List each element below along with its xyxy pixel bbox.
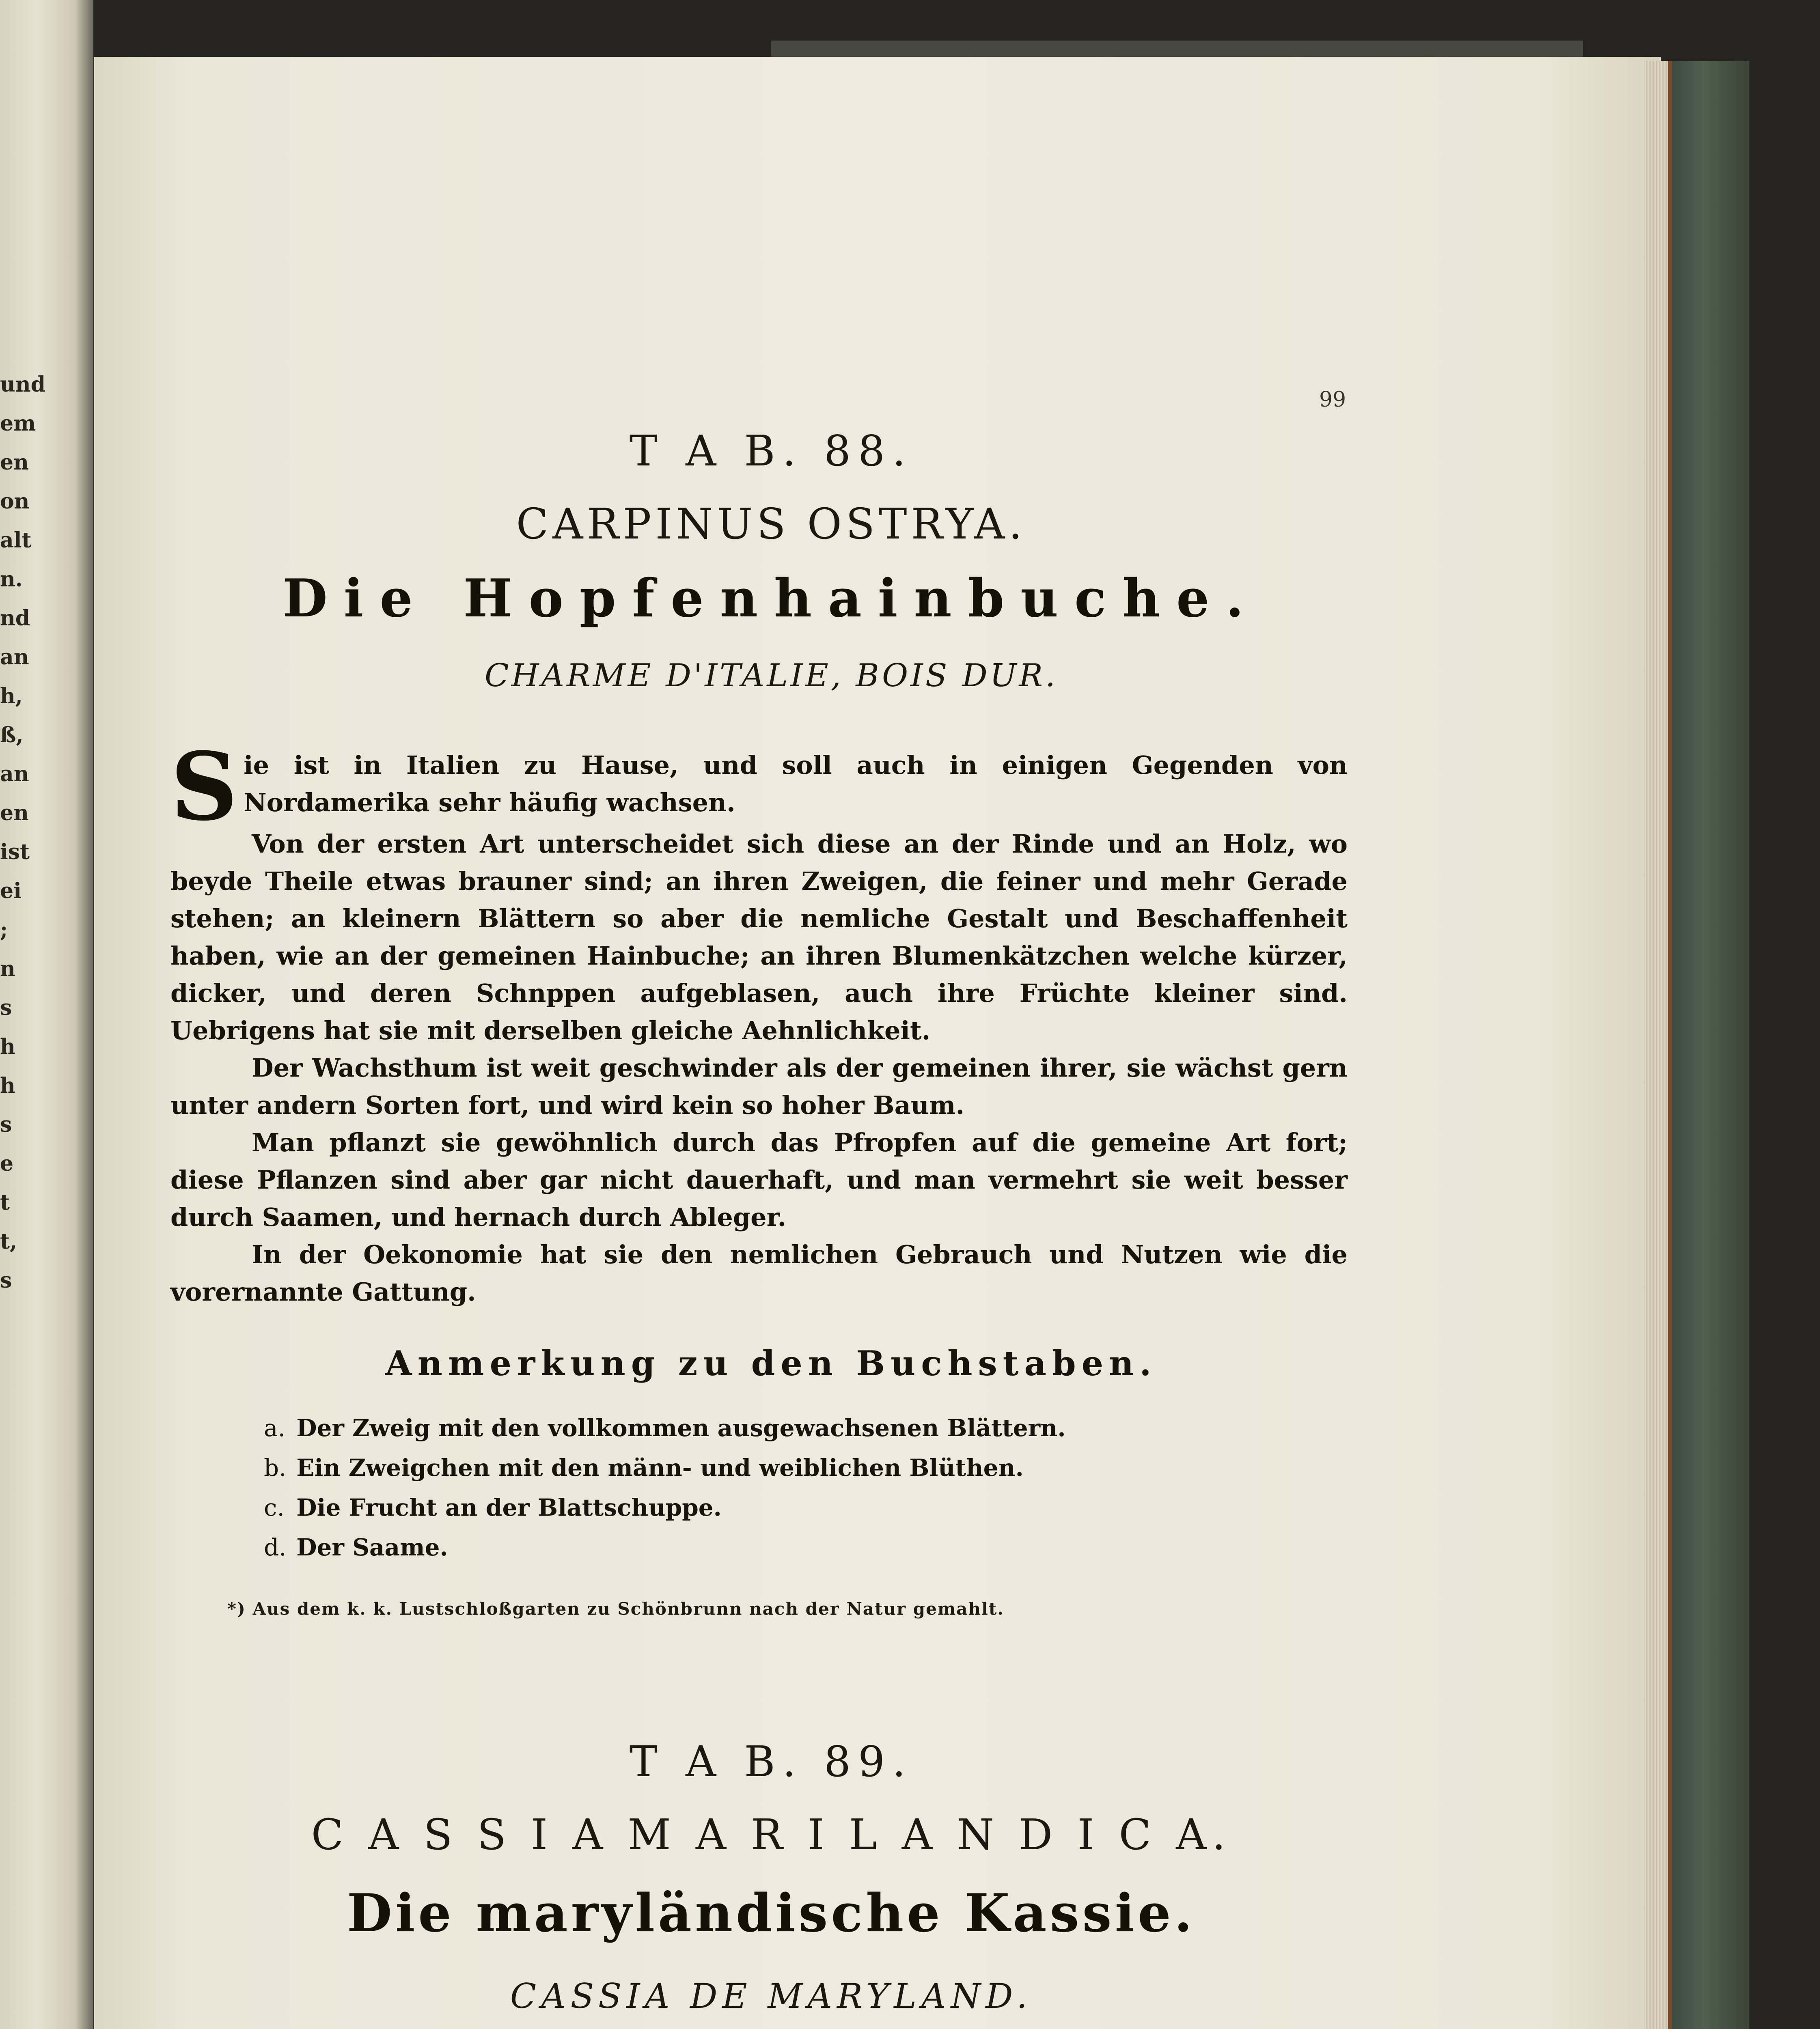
book-cover <box>1668 61 1749 2029</box>
remark-item <box>264 1448 1319 1488</box>
tab88-german-title: Die Hopfenhainbuche. <box>282 568 1260 629</box>
tab88-dropcap: S <box>170 732 238 842</box>
remark-item <box>264 1488 1319 1527</box>
tab88-latin-title: CARPINUS OSTRYA. <box>516 499 1026 549</box>
remark-text: Die Frucht an der Blattschuppe. <box>296 1494 722 1521</box>
remark-item <box>264 1527 1319 1567</box>
tab88-paragraph-1 <box>170 732 1348 842</box>
tab89-french-title: CASSIA DE MARYLAND. <box>510 1976 1033 2016</box>
remarks-heading: Anmerkung zu den Buchstaben. <box>385 1343 1157 1383</box>
left-margin-fragments: und em en on alt n. nd an h, ß, an en ist ei ; n s h h s e t t, s <box>0 372 45 1293</box>
remark-letter: a. <box>264 1414 286 1442</box>
tab88-paragraph-3: Der Wachsthum ist weit geschwinder als der gemeinen ihrer, sie wächst gern unter andern Sorten fort, und wird kein so hoher Baum. <box>170 1053 1348 1120</box>
remark-item <box>264 1408 1319 1448</box>
tab89-german-title: Die maryländische Kassie. <box>347 1883 1196 1944</box>
tab88-body <box>170 732 1348 1311</box>
remark-letter: b. <box>264 1454 287 1482</box>
remarks-list <box>264 1408 1319 1567</box>
tab88-french-title: CHARME D'ITALIE, BOIS DUR. <box>485 657 1058 694</box>
page-edges <box>1644 61 1668 2029</box>
page-number: 99 <box>1319 388 1346 412</box>
tab89-heading: T A B. 89. <box>629 1737 913 1786</box>
tab88-paragraph-2: Von der ersten Art unterscheidet sich diese an der Rinde und an Holz, wo beyde Theile etwas brauner sind; an ihren Zweigen, die feiner und mehr Gerade stehen; an kleinern Blättern so aber die nemliche Gestalt und Beschaffenheit haben, wie an der gemeinen Hainbuche; an ihren Blumenkätzchen welche kürzer, dicker, und deren Schnppen aufgeblasen, auch ihre Früchte kleiner sind. Uebrigens hat sie mit derselben gleiche Aehnlichkeit. <box>170 829 1348 1045</box>
tab88-paragraph-1-text: ie ist in Italien zu Hause, und soll auch in einigen Gegenden von Nordamerika sehr häufig wachsen. <box>244 750 1348 817</box>
footnote: *) Aus dem k. k. Lustschloßgarten zu Schönbrunn nach der Natur gemahlt. <box>227 1599 1005 1619</box>
remark-letter: c. <box>264 1494 285 1521</box>
tab89-latin-title: C A S S I A M A R I L A N D I C A. <box>311 1810 1231 1859</box>
remark-text: Der Saame. <box>296 1534 448 1561</box>
tab88-paragraph-4: Man pflanzt sie gewöhnlich durch das Pfropfen auf die gemeine Art fort; diese Pflanzen sind aber gar nicht dauerhaft, und man vermehrt sie weit besser durch Saamen, und hernach durch Ableger. <box>170 1128 1348 1232</box>
remark-letter: d. <box>264 1534 287 1561</box>
left-facing-page <box>0 0 93 2029</box>
tab88-paragraph-5: In der Oekonomie hat sie den nemlichen Gebrauch und Nutzen wie die vorernannte Gattung. <box>170 1240 1348 1307</box>
remark-text: Der Zweig mit den vollkommen ausgewachsenen Blättern. <box>296 1414 1066 1442</box>
tab88-heading: T A B. 88. <box>629 426 913 476</box>
remark-text: Ein Zweigchen mit den männ- und weiblichen Blüthen. <box>296 1454 1024 1482</box>
